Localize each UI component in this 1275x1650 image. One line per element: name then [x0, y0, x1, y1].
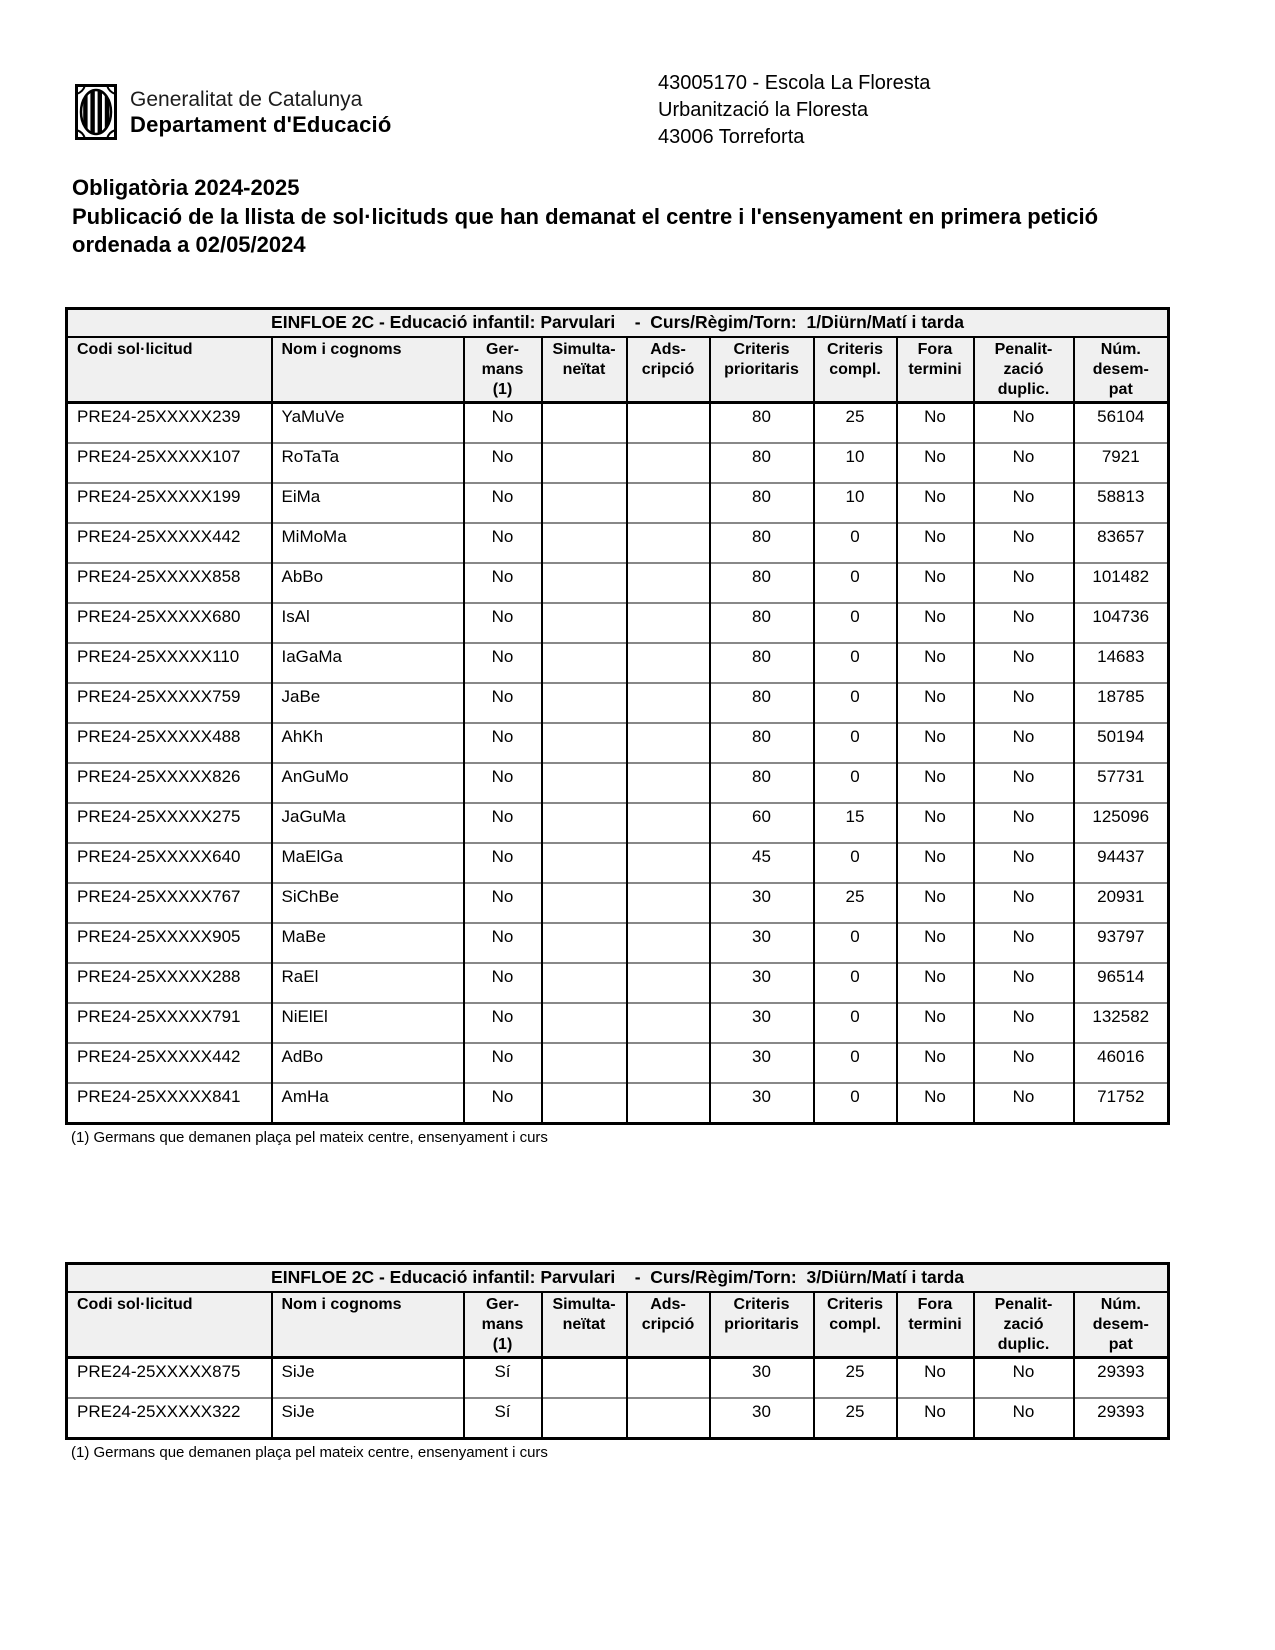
cell-germans: No — [464, 963, 542, 1003]
cell-germans: No — [464, 403, 542, 444]
col-header-penalitzacio-duplic: Penalit- zació duplic. — [974, 1292, 1074, 1358]
cell-adscripcio — [627, 603, 710, 643]
cell-penalitzacio-duplic: No — [974, 563, 1074, 603]
llista-torn-1 — [65, 307, 1170, 1125]
document-title — [72, 174, 1114, 260]
cell-nom-i-cognoms: SiJe — [272, 1398, 464, 1439]
cell-criteris-compl: 25 — [814, 403, 897, 444]
cell-num-desempat: 104736 — [1074, 603, 1169, 643]
cell-simultaneitat — [542, 443, 627, 483]
cell-penalitzacio-duplic: No — [974, 923, 1074, 963]
col-header-criteris-compl: Criteris compl. — [814, 337, 897, 403]
cell-codi-sollicitud: PRE24-25XXXXX791 — [67, 1003, 272, 1043]
cell-num-desempat: 50194 — [1074, 723, 1169, 763]
cell-simultaneitat — [542, 643, 627, 683]
cell-germans: No — [464, 923, 542, 963]
cell-criteris-compl: 0 — [814, 1043, 897, 1083]
table-row — [67, 803, 1169, 843]
cell-penalitzacio-duplic: No — [974, 803, 1074, 843]
cell-penalitzacio-duplic: No — [974, 1358, 1074, 1399]
cell-adscripcio — [627, 523, 710, 563]
table-section-torn-3 — [65, 1262, 1170, 1461]
table-row — [67, 643, 1169, 683]
col-header-nom-i-cognoms: Nom i cognoms — [272, 337, 464, 403]
cell-criteris-compl: 0 — [814, 923, 897, 963]
cell-simultaneitat — [542, 403, 627, 444]
cell-fora-termini: No — [897, 1083, 974, 1124]
cell-criteris-compl: 0 — [814, 723, 897, 763]
title-line-publication: Publicació de la llista de sol·licituds que han demanat el centre i l'ensenyament en primera petició ordenada a 02/05/2024 — [72, 203, 1099, 257]
cell-codi-sollicitud: PRE24-25XXXXX759 — [67, 683, 272, 723]
cell-simultaneitat — [542, 1003, 627, 1043]
cell-codi-sollicitud: PRE24-25XXXXX841 — [67, 1083, 272, 1124]
table-row — [67, 603, 1169, 643]
cell-adscripcio — [627, 963, 710, 1003]
col-header-penalitzacio-duplic: Penalit- zació duplic. — [974, 337, 1074, 403]
cell-fora-termini: No — [897, 1043, 974, 1083]
cell-adscripcio — [627, 563, 710, 603]
col-header-fora-termini: Fora termini — [897, 337, 974, 403]
cell-penalitzacio-duplic: No — [974, 483, 1074, 523]
table-header-row — [67, 1292, 1169, 1358]
cell-criteris-compl: 10 — [814, 443, 897, 483]
cell-nom-i-cognoms: SiJe — [272, 1358, 464, 1399]
table-row — [67, 563, 1169, 603]
cell-num-desempat: 132582 — [1074, 1003, 1169, 1043]
cell-num-desempat: 83657 — [1074, 523, 1169, 563]
cell-fora-termini: No — [897, 643, 974, 683]
cell-penalitzacio-duplic: No — [974, 883, 1074, 923]
cell-num-desempat: 96514 — [1074, 963, 1169, 1003]
cell-fora-termini: No — [897, 683, 974, 723]
cell-germans: No — [464, 603, 542, 643]
table-row — [67, 723, 1169, 763]
col-header-adscripcio: Ads- cripció — [627, 1292, 710, 1358]
cell-criteris-compl: 10 — [814, 483, 897, 523]
cell-germans: Sí — [464, 1398, 542, 1439]
cell-fora-termini: No — [897, 883, 974, 923]
cell-codi-sollicitud: PRE24-25XXXXX640 — [67, 843, 272, 883]
cell-criteris-compl: 25 — [814, 1398, 897, 1439]
cell-codi-sollicitud: PRE24-25XXXXX239 — [67, 403, 272, 444]
cell-fora-termini: No — [897, 723, 974, 763]
generalitat-logo — [75, 84, 391, 140]
cell-penalitzacio-duplic: No — [974, 843, 1074, 883]
cell-criteris-prioritaris: 45 — [710, 843, 814, 883]
cell-fora-termini: No — [897, 1003, 974, 1043]
cell-codi-sollicitud: PRE24-25XXXXX275 — [67, 803, 272, 843]
table-row — [67, 763, 1169, 803]
cell-criteris-prioritaris: 80 — [710, 643, 814, 683]
col-header-num-desempat: Núm. desem- pat — [1074, 337, 1169, 403]
col-header-simultaneitat: Simulta- neïtat — [542, 1292, 627, 1358]
cell-adscripcio — [627, 1398, 710, 1439]
cell-num-desempat: 29393 — [1074, 1398, 1169, 1439]
cell-num-desempat: 94437 — [1074, 843, 1169, 883]
table-row — [67, 443, 1169, 483]
cell-simultaneitat — [542, 1398, 627, 1439]
table-title: EINFLOE 2C - Educació infantil: Parvulari - Curs/Règim/Torn: 1/Diürn/Matí i tarda — [67, 309, 1169, 338]
cell-simultaneitat — [542, 723, 627, 763]
cell-adscripcio — [627, 763, 710, 803]
cell-germans: No — [464, 723, 542, 763]
cell-simultaneitat — [542, 483, 627, 523]
cell-criteris-prioritaris: 30 — [710, 1358, 814, 1399]
cell-adscripcio — [627, 483, 710, 523]
cell-criteris-prioritaris: 80 — [710, 483, 814, 523]
cell-nom-i-cognoms: AhKh — [272, 723, 464, 763]
cell-adscripcio — [627, 683, 710, 723]
cell-simultaneitat — [542, 883, 627, 923]
cell-penalitzacio-duplic: No — [974, 1003, 1074, 1043]
cell-nom-i-cognoms: AbBo — [272, 563, 464, 603]
cell-criteris-prioritaris: 80 — [710, 443, 814, 483]
cell-criteris-compl: 0 — [814, 1083, 897, 1124]
cell-criteris-prioritaris: 80 — [710, 523, 814, 563]
col-header-germans: Ger- mans (1) — [464, 337, 542, 403]
col-header-num-desempat: Núm. desem- pat — [1074, 1292, 1169, 1358]
cell-adscripcio — [627, 403, 710, 444]
cell-nom-i-cognoms: AnGuMo — [272, 763, 464, 803]
table-row — [67, 963, 1169, 1003]
col-header-simultaneitat: Simulta- neïtat — [542, 337, 627, 403]
cell-germans: No — [464, 443, 542, 483]
cell-codi-sollicitud: PRE24-25XXXXX680 — [67, 603, 272, 643]
cell-germans: No — [464, 1043, 542, 1083]
cell-simultaneitat — [542, 1358, 627, 1399]
cell-simultaneitat — [542, 1083, 627, 1124]
cell-nom-i-cognoms: RaEl — [272, 963, 464, 1003]
cell-germans: No — [464, 483, 542, 523]
cell-criteris-compl: 0 — [814, 763, 897, 803]
cell-adscripcio — [627, 923, 710, 963]
cell-criteris-prioritaris: 60 — [710, 803, 814, 843]
cell-fora-termini: No — [897, 443, 974, 483]
col-header-criteris-compl: Criteris compl. — [814, 1292, 897, 1358]
cell-num-desempat: 93797 — [1074, 923, 1169, 963]
table-row — [67, 523, 1169, 563]
col-header-criteris-prioritaris: Criteris prioritaris — [710, 337, 814, 403]
cell-simultaneitat — [542, 523, 627, 563]
col-header-nom-i-cognoms: Nom i cognoms — [272, 1292, 464, 1358]
cell-codi-sollicitud: PRE24-25XXXXX826 — [67, 763, 272, 803]
cell-num-desempat: 14683 — [1074, 643, 1169, 683]
cell-penalitzacio-duplic: No — [974, 603, 1074, 643]
cell-simultaneitat — [542, 763, 627, 803]
cell-num-desempat: 20931 — [1074, 883, 1169, 923]
cell-num-desempat: 46016 — [1074, 1043, 1169, 1083]
cell-codi-sollicitud: PRE24-25XXXXX107 — [67, 443, 272, 483]
cell-penalitzacio-duplic: No — [974, 523, 1074, 563]
cell-germans: No — [464, 563, 542, 603]
cell-germans: No — [464, 643, 542, 683]
cell-criteris-compl: 0 — [814, 963, 897, 1003]
cell-num-desempat: 7921 — [1074, 443, 1169, 483]
table-section-torn-1 — [65, 307, 1170, 1146]
cell-criteris-prioritaris: 30 — [710, 923, 814, 963]
cell-criteris-prioritaris: 80 — [710, 603, 814, 643]
cell-num-desempat: 71752 — [1074, 1083, 1169, 1124]
cell-nom-i-cognoms: MiMoMa — [272, 523, 464, 563]
cell-nom-i-cognoms: NiElEl — [272, 1003, 464, 1043]
cell-simultaneitat — [542, 1043, 627, 1083]
cell-germans: Sí — [464, 1358, 542, 1399]
cell-simultaneitat — [542, 603, 627, 643]
table-row — [67, 1083, 1169, 1124]
table-row — [67, 1398, 1169, 1439]
cell-criteris-compl: 0 — [814, 603, 897, 643]
cell-adscripcio — [627, 883, 710, 923]
cell-nom-i-cognoms: IsAl — [272, 603, 464, 643]
cell-adscripcio — [627, 843, 710, 883]
cell-fora-termini: No — [897, 1358, 974, 1399]
cell-penalitzacio-duplic: No — [974, 723, 1074, 763]
cell-codi-sollicitud: PRE24-25XXXXX442 — [67, 523, 272, 563]
cell-germans: No — [464, 683, 542, 723]
cell-germans: No — [464, 1083, 542, 1124]
cell-nom-i-cognoms: RoTaTa — [272, 443, 464, 483]
cell-penalitzacio-duplic: No — [974, 643, 1074, 683]
cell-adscripcio — [627, 803, 710, 843]
cell-fora-termini: No — [897, 563, 974, 603]
col-header-fora-termini: Fora termini — [897, 1292, 974, 1358]
table-title: EINFLOE 2C - Educació infantil: Parvulari - Curs/Règim/Torn: 3/Diürn/Matí i tarda — [67, 1264, 1169, 1293]
cell-num-desempat: 18785 — [1074, 683, 1169, 723]
cell-adscripcio — [627, 1043, 710, 1083]
cell-criteris-compl: 15 — [814, 803, 897, 843]
cell-nom-i-cognoms: JaBe — [272, 683, 464, 723]
cell-criteris-compl: 0 — [814, 643, 897, 683]
cell-adscripcio — [627, 1083, 710, 1124]
cell-criteris-compl: 25 — [814, 883, 897, 923]
cell-fora-termini: No — [897, 1398, 974, 1439]
col-header-adscripcio: Ads- cripció — [627, 337, 710, 403]
cell-nom-i-cognoms: SiChBe — [272, 883, 464, 923]
table-row — [67, 883, 1169, 923]
table-row — [67, 923, 1169, 963]
footnote: (1) Germans que demanen plaça pel mateix centre, ensenyament i curs — [71, 1444, 548, 1461]
cell-germans: No — [464, 763, 542, 803]
cell-penalitzacio-duplic: No — [974, 683, 1074, 723]
cell-criteris-compl: 25 — [814, 1358, 897, 1399]
table-row — [67, 403, 1169, 444]
cell-criteris-prioritaris: 80 — [710, 563, 814, 603]
cell-criteris-prioritaris: 80 — [710, 763, 814, 803]
cell-fora-termini: No — [897, 403, 974, 444]
cell-criteris-prioritaris: 30 — [710, 963, 814, 1003]
table-row — [67, 1358, 1169, 1399]
table-row — [67, 683, 1169, 723]
cell-penalitzacio-duplic: No — [974, 963, 1074, 1003]
cell-penalitzacio-duplic: No — [974, 1083, 1074, 1124]
table-row — [67, 1043, 1169, 1083]
cell-criteris-prioritaris: 30 — [710, 1043, 814, 1083]
cell-simultaneitat — [542, 683, 627, 723]
cell-fora-termini: No — [897, 523, 974, 563]
school-city: 43006 Torreforta — [658, 126, 805, 148]
org-name: Generalitat de Catalunya — [130, 88, 363, 111]
cell-germans: No — [464, 803, 542, 843]
cell-num-desempat: 101482 — [1074, 563, 1169, 603]
cell-fora-termini: No — [897, 483, 974, 523]
table-row — [67, 843, 1169, 883]
cell-criteris-prioritaris: 30 — [710, 1398, 814, 1439]
cell-fora-termini: No — [897, 843, 974, 883]
cell-codi-sollicitud: PRE24-25XXXXX288 — [67, 963, 272, 1003]
cell-criteris-prioritaris: 80 — [710, 403, 814, 444]
cell-penalitzacio-duplic: No — [974, 443, 1074, 483]
department-name: Departament d'Educació — [130, 112, 392, 137]
cell-num-desempat: 58813 — [1074, 483, 1169, 523]
cell-criteris-prioritaris: 30 — [710, 1003, 814, 1043]
cell-nom-i-cognoms: YaMuVe — [272, 403, 464, 444]
cell-fora-termini: No — [897, 803, 974, 843]
cell-nom-i-cognoms: AdBo — [272, 1043, 464, 1083]
cell-adscripcio — [627, 443, 710, 483]
cell-fora-termini: No — [897, 603, 974, 643]
cell-nom-i-cognoms: IaGaMa — [272, 643, 464, 683]
cell-criteris-compl: 0 — [814, 683, 897, 723]
cell-adscripcio — [627, 643, 710, 683]
cell-criteris-prioritaris: 80 — [710, 723, 814, 763]
cell-penalitzacio-duplic: No — [974, 1398, 1074, 1439]
cell-fora-termini: No — [897, 923, 974, 963]
col-header-criteris-prioritaris: Criteris prioritaris — [710, 1292, 814, 1358]
col-header-codi-sollicitud: Codi sol·licitud — [67, 337, 272, 403]
cell-codi-sollicitud: PRE24-25XXXXX858 — [67, 563, 272, 603]
title-line-regime: Obligatòria 2024-2025 — [72, 175, 300, 200]
cell-simultaneitat — [542, 563, 627, 603]
cell-num-desempat: 29393 — [1074, 1358, 1169, 1399]
cell-simultaneitat — [542, 803, 627, 843]
cell-germans: No — [464, 843, 542, 883]
table-row — [67, 1003, 1169, 1043]
cell-adscripcio — [627, 1003, 710, 1043]
cell-codi-sollicitud: PRE24-25XXXXX110 — [67, 643, 272, 683]
senyera-shield-icon — [75, 84, 117, 140]
cell-codi-sollicitud: PRE24-25XXXXX905 — [67, 923, 272, 963]
cell-nom-i-cognoms: AmHa — [272, 1083, 464, 1124]
cell-num-desempat: 125096 — [1074, 803, 1169, 843]
cell-codi-sollicitud: PRE24-25XXXXX442 — [67, 1043, 272, 1083]
cell-nom-i-cognoms: EiMa — [272, 483, 464, 523]
cell-fora-termini: No — [897, 963, 974, 1003]
cell-codi-sollicitud: PRE24-25XXXXX488 — [67, 723, 272, 763]
cell-criteris-compl: 0 — [814, 843, 897, 883]
cell-penalitzacio-duplic: No — [974, 763, 1074, 803]
cell-fora-termini: No — [897, 763, 974, 803]
cell-adscripcio — [627, 1358, 710, 1399]
cell-codi-sollicitud: PRE24-25XXXXX875 — [67, 1358, 272, 1399]
cell-criteris-compl: 0 — [814, 1003, 897, 1043]
school-street: Urbanització la Floresta — [658, 99, 869, 121]
cell-num-desempat: 56104 — [1074, 403, 1169, 444]
cell-penalitzacio-duplic: No — [974, 1043, 1074, 1083]
table-header-row — [67, 337, 1169, 403]
cell-criteris-prioritaris: 80 — [710, 683, 814, 723]
cell-nom-i-cognoms: MaBe — [272, 923, 464, 963]
cell-germans: No — [464, 523, 542, 563]
cell-nom-i-cognoms: JaGuMa — [272, 803, 464, 843]
cell-germans: No — [464, 1003, 542, 1043]
cell-adscripcio — [627, 723, 710, 763]
llista-torn-3 — [65, 1262, 1170, 1440]
cell-criteris-compl: 0 — [814, 563, 897, 603]
cell-codi-sollicitud: PRE24-25XXXXX199 — [67, 483, 272, 523]
cell-codi-sollicitud: PRE24-25XXXXX767 — [67, 883, 272, 923]
cell-num-desempat: 57731 — [1074, 763, 1169, 803]
cell-penalitzacio-duplic: No — [974, 403, 1074, 444]
col-header-germans: Ger- mans (1) — [464, 1292, 542, 1358]
school-address-block — [658, 70, 930, 151]
col-header-codi-sollicitud: Codi sol·licitud — [67, 1292, 272, 1358]
footnote: (1) Germans que demanen plaça pel mateix centre, ensenyament i curs — [71, 1129, 548, 1146]
school-code-name: 43005170 - Escola La Floresta — [658, 72, 931, 94]
cell-codi-sollicitud: PRE24-25XXXXX322 — [67, 1398, 272, 1439]
cell-simultaneitat — [542, 923, 627, 963]
cell-simultaneitat — [542, 843, 627, 883]
cell-criteris-compl: 0 — [814, 523, 897, 563]
cell-criteris-prioritaris: 30 — [710, 883, 814, 923]
table-row — [67, 483, 1169, 523]
cell-simultaneitat — [542, 963, 627, 1003]
cell-germans: No — [464, 883, 542, 923]
cell-criteris-prioritaris: 30 — [710, 1083, 814, 1124]
cell-nom-i-cognoms: MaElGa — [272, 843, 464, 883]
